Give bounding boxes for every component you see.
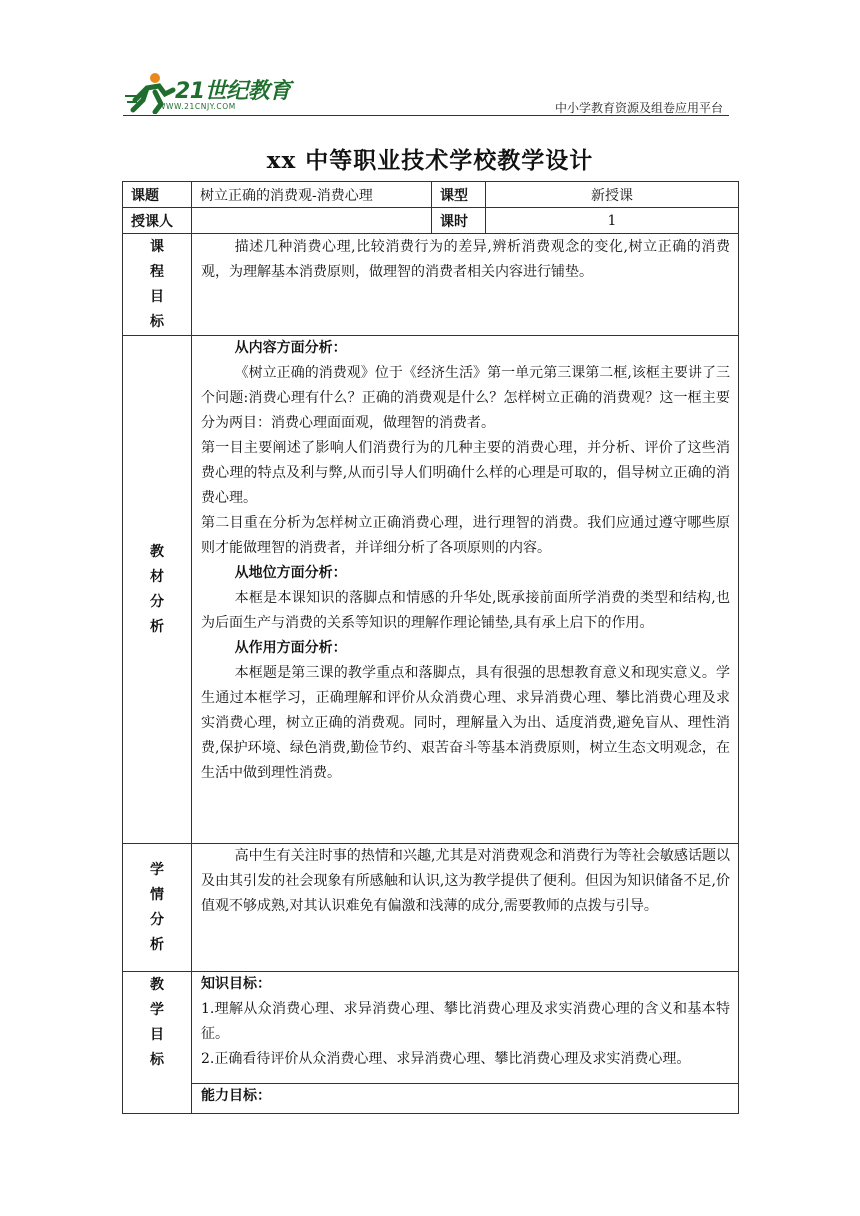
material-analysis-label: 教 材 分 析: [123, 336, 192, 844]
hours-label: 课时: [432, 208, 486, 234]
knowledge-goals-row: [123, 972, 739, 1084]
material-analysis-text: 从内容方面分析： 《树立正确的消费观》位于《经济生活》第一单元第三课第二框,该框主要讲了三个问题:消费心理有什么？正确的消费观是什么？怎样树立正确的消费观？这一框主要分为两目：消费心理面面观，做理智的消费者。 第一目主要阐述了影响人们消费行为的几种主要的消费心理，并分析、评价了这些消费心理的特点及利与弊,从而引导人们明确什么样的心理是可取的，倡导树立正确的消费心理。 第二目重在分析为怎样树立正确消费心理，进行理智的消费。我们应通过遵守哪些原则才能做理智的消费者，并详细分析了各项原则的内容。 从地位方面分析： 本框是本课知识的落脚点和情感的升华处,既承接前面所学消费的类型和结构,也为后面生产与消费的关系等知识的理解作理论铺垫,具有承上启下的作用。 从作用方面分析： 本框题是第三课的教学重点和落脚点，具有很强的思想教育意义和现实意义。学生通过本框学习，正确理解和评价从众消费心理、求异消费心理、攀比消费心理及求实消费心理，树立正确的消费观。同时，理解量入为出、适度消费,避免盲从、理性消费,保护环境、绿色消费,勤俭节约、艰苦奋斗等基本消费原则，树立生态文明观念，在生活中做到理性消费。: [192, 336, 739, 844]
course-goals-label: 课 程 目 标: [123, 234, 192, 336]
function-analysis-heading: 从作用方面分析：: [234, 640, 347, 656]
type-value: 新授课: [486, 182, 739, 208]
topic-row: [123, 182, 739, 208]
teacher-row: [123, 208, 739, 234]
teacher-value: [192, 208, 432, 234]
student-analysis-row: [123, 844, 739, 972]
logo-url: WWW.21CNJY.COM: [158, 102, 236, 111]
knowledge-goals-heading: 知识目标：: [201, 976, 271, 992]
document-title: xx 中等职业技术学校教学设计: [266, 147, 594, 174]
type-label: 课型: [432, 182, 486, 208]
student-analysis-label: 学 情 分 析: [123, 844, 192, 972]
teacher-label: 授课人: [123, 208, 192, 234]
ability-goals-heading: 能力目标：: [201, 1088, 271, 1104]
teaching-goals-label: 教 学 目 标: [123, 972, 192, 1114]
material-analysis-row: [123, 336, 739, 844]
topic-label: 课题: [123, 182, 192, 208]
ability-goals-text: [192, 1084, 739, 1114]
content-analysis-heading: 从内容方面分析：: [234, 340, 347, 356]
knowledge-goals-text: 知识目标： 1.理解从众消费心理、求异消费心理、攀比消费心理及求实消费心理的含义和基本特征。 2.正确看待评价从众消费心理、求异消费心理、攀比消费心理及求实消费心理。: [192, 972, 739, 1084]
position-analysis-heading: 从地位方面分析：: [234, 565, 347, 581]
hours-value: 1: [486, 208, 739, 234]
header-divider: [123, 115, 729, 116]
course-goals-text: 描述几种消费心理,比较消费行为的差异,辨析消费观念的变化,树立正确的消费观，为理解基本消费原则，做理智的消费者相关内容进行铺垫。: [192, 234, 739, 336]
lesson-design-table: [122, 181, 739, 1114]
platform-name: 中小学教育资源及组卷应用平台: [554, 101, 723, 115]
course-goals-row: [123, 234, 739, 336]
page-header: [0, 0, 860, 120]
logo-text: 21世纪教育: [175, 79, 291, 104]
ability-goals-row: [123, 1084, 739, 1114]
student-analysis-text: 高中生有关注时事的热情和兴趣,尤其是对消费观念和消费行为等社会敏感话题以及由其引发的社会现象有所感触和认识,这为教学提供了便利。但因为知识储备不足,价值观不够成熟,对其认识难免有偏激和浅薄的成分,需要教师的点拨与引导。: [192, 844, 739, 972]
topic-value: 树立正确的消费观-消费心理: [192, 182, 432, 208]
